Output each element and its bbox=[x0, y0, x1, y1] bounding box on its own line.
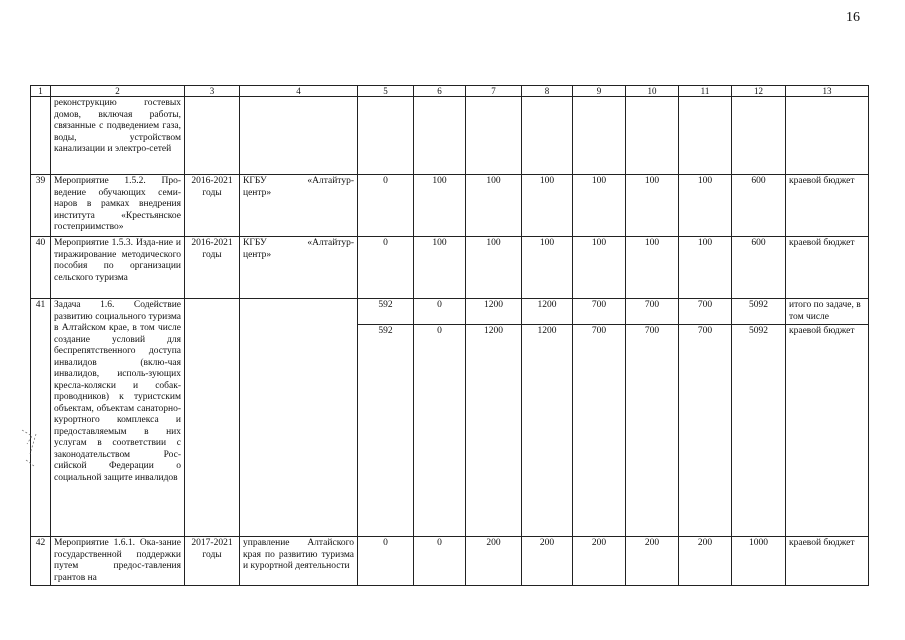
period-cell: 2017-2021 годы bbox=[185, 537, 240, 586]
value-cell: 5092 bbox=[732, 325, 786, 537]
period-cell: 2016-2021 годы bbox=[185, 237, 240, 299]
value-cell: 0 bbox=[414, 325, 466, 537]
value-cell: 0 bbox=[358, 175, 414, 237]
value-cell: 0 bbox=[358, 237, 414, 299]
col-header: 9 bbox=[573, 86, 626, 97]
value-cell: 200 bbox=[573, 537, 626, 586]
period-cell: 2016-2021 годы bbox=[185, 175, 240, 237]
value-cell: 100 bbox=[573, 237, 626, 299]
value-cell: 592 bbox=[358, 325, 414, 537]
executor-cell: управление Алтайского края по развитию туризма и курортной деятельности bbox=[240, 537, 358, 586]
table-row bbox=[31, 537, 869, 586]
value-cell: 100 bbox=[522, 175, 573, 237]
row-number: 42 bbox=[31, 537, 51, 586]
executor-cell bbox=[240, 237, 358, 299]
executor-cell bbox=[240, 175, 358, 237]
executor-part: «Алтайтур- bbox=[307, 238, 354, 248]
value-cell: 100 bbox=[626, 237, 679, 299]
value-cell: 100 bbox=[414, 175, 466, 237]
value-cell: 0 bbox=[414, 299, 466, 325]
row-number: 41 bbox=[31, 299, 51, 537]
measure-text: Мероприятие 1.5.3. Изда-ние и тиражирование методического пособия по организации сельского туризма bbox=[51, 237, 185, 299]
value-cell: 700 bbox=[573, 299, 626, 325]
col-header: 5 bbox=[358, 86, 414, 97]
task-text: Задача 1.6. Содействие развитию социального туризма в Алтайском крае, в том числе создание условий для беспрепятственного доступа инвалидов (вклю-чая инвалидов, исполь-зующих кресла-коляски и собак-проводников) к туристским объектам, объектам санаторно-курортного комплекса и предоставляемым в них услугам в соответствии с законодательством Рос-сийской Федерации о социальной защите инвалидов bbox=[51, 299, 185, 537]
value-cell: 700 bbox=[679, 325, 732, 537]
col-header: 6 bbox=[414, 86, 466, 97]
col-header: 12 bbox=[732, 86, 786, 97]
measure-text: Мероприятие 1.6.1. Ока-зание государственной поддержки путем предос-тавления грантов на bbox=[51, 537, 185, 586]
col-header: 1 bbox=[31, 86, 51, 97]
value-cell: 5092 bbox=[732, 299, 786, 325]
program-table bbox=[30, 85, 869, 586]
column-number-row bbox=[31, 86, 869, 97]
value-cell: 200 bbox=[679, 537, 732, 586]
value-cell: 100 bbox=[679, 175, 732, 237]
executor-part: «Алтайтур- bbox=[307, 176, 354, 186]
source-cell: краевой бюджет bbox=[786, 325, 869, 537]
value-cell: 1000 bbox=[732, 537, 786, 586]
value-cell: 100 bbox=[626, 175, 679, 237]
value-cell: 100 bbox=[573, 175, 626, 237]
page-number: 16 bbox=[846, 10, 860, 25]
executor-part: КГБУ bbox=[243, 176, 267, 186]
value-cell: 100 bbox=[466, 175, 522, 237]
value-cell: 1200 bbox=[466, 299, 522, 325]
col-header: 7 bbox=[466, 86, 522, 97]
table-row bbox=[31, 97, 869, 175]
value-cell: 100 bbox=[466, 237, 522, 299]
col-header: 11 bbox=[679, 86, 732, 97]
col-header: 2 bbox=[51, 86, 185, 97]
value-cell: 600 bbox=[732, 175, 786, 237]
row-number bbox=[31, 97, 51, 175]
source-cell: краевой бюджет bbox=[786, 175, 869, 237]
scan-margin-marks bbox=[18, 420, 48, 480]
value-cell: 200 bbox=[626, 537, 679, 586]
executor-part: центр» bbox=[243, 249, 272, 260]
table-row bbox=[31, 299, 869, 325]
value-cell: 0 bbox=[414, 537, 466, 586]
col-header: 3 bbox=[185, 86, 240, 97]
value-cell: 700 bbox=[573, 325, 626, 537]
col-header: 8 bbox=[522, 86, 573, 97]
row-number: 40 bbox=[31, 237, 51, 299]
value-cell: 1200 bbox=[522, 325, 573, 537]
source-cell: итого по задаче, в том числе bbox=[786, 299, 869, 325]
measure-text: Мероприятие 1.5.2. Про-ведение обучающих семи-наров в рамках внедрения института «Крестьянское гостеприимство» bbox=[51, 175, 185, 237]
value-cell: 100 bbox=[679, 237, 732, 299]
col-header: 10 bbox=[626, 86, 679, 97]
value-cell: 100 bbox=[414, 237, 466, 299]
value-cell: 0 bbox=[358, 537, 414, 586]
table-row bbox=[31, 175, 869, 237]
table-row bbox=[31, 237, 869, 299]
value-cell: 1200 bbox=[522, 299, 573, 325]
value-cell: 200 bbox=[466, 537, 522, 586]
value-cell: 700 bbox=[626, 325, 679, 537]
value-cell: 100 bbox=[522, 237, 573, 299]
row-number: 39 bbox=[31, 175, 51, 237]
value-cell: 700 bbox=[626, 299, 679, 325]
executor-part: КГБУ bbox=[243, 238, 267, 248]
value-cell: 1200 bbox=[466, 325, 522, 537]
source-cell: краевой бюджет bbox=[786, 237, 869, 299]
col-header: 13 bbox=[786, 86, 869, 97]
value-cell: 200 bbox=[522, 537, 573, 586]
value-cell: 592 bbox=[358, 299, 414, 325]
measure-text: реконструкцию гостевых домов, включая работы, связанные с подведением газа, воды, устройством канализации и электро-сетей bbox=[51, 97, 185, 175]
executor-part: центр» bbox=[243, 187, 272, 198]
source-cell: краевой бюджет bbox=[786, 537, 869, 586]
value-cell: 700 bbox=[679, 299, 732, 325]
value-cell: 600 bbox=[732, 237, 786, 299]
col-header: 4 bbox=[240, 86, 358, 97]
